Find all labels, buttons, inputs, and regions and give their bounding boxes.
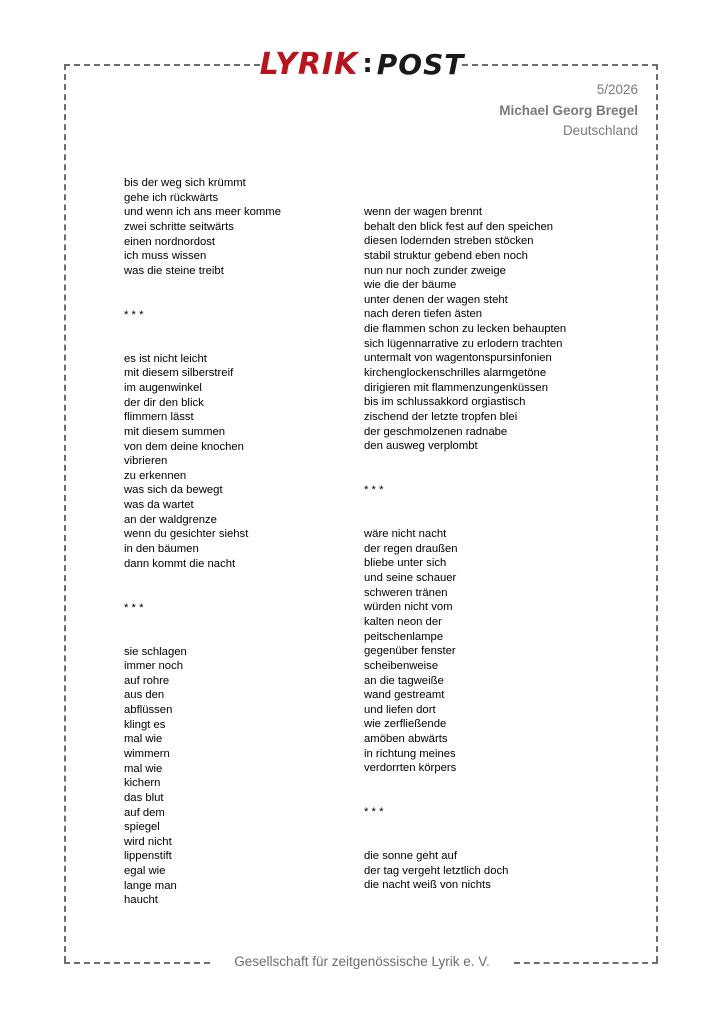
lyrikpost-logo: [259, 44, 465, 84]
poem-line: die flammen schon zu lecken behaupten: [364, 323, 567, 336]
issue-number: 5/2026: [596, 82, 638, 97]
poem-line: [124, 571, 350, 586]
poem-line: [124, 615, 350, 630]
poem-line: lange man: [124, 879, 177, 892]
poem-line: vibrieren: [124, 455, 168, 468]
section-divider: * * *: [364, 806, 384, 819]
poem-line: untermalt von wagentonspursinfonien: [364, 352, 552, 365]
poem-line: [364, 820, 634, 835]
frame-bottom-right: [514, 962, 658, 964]
poem-line: mit diesem silberstreif: [124, 367, 234, 380]
poem-line: bliebe unter sich: [364, 557, 447, 570]
poem-line: immer noch: [124, 660, 184, 673]
poem-line: zwei schritte seitwärts: [124, 220, 234, 233]
poem-line: was da wartet: [124, 499, 194, 512]
poem-line: bis im schlussakkord orgiastisch: [364, 396, 526, 409]
poem-line: der dir den blick: [124, 396, 204, 409]
poem-line: behalt den blick fest auf den speichen: [364, 220, 554, 233]
poem-line: einen nordnordost: [124, 235, 216, 248]
poem-line: kichern: [124, 777, 161, 790]
poem-line: ich muss wissen: [124, 250, 207, 263]
poem-line: das blut: [124, 791, 164, 804]
section-divider: * * *: [364, 484, 384, 497]
poem-line: der geschmolzenen radnabe: [364, 425, 508, 438]
poem-line: zu erkennen: [124, 469, 187, 482]
poem-line: es ist nicht leicht: [124, 352, 207, 365]
poem-line: bis der weg sich krümmt: [124, 177, 246, 189]
poem-line: abflüssen: [124, 704, 173, 717]
poem-line: nun nur noch zunder zweige: [364, 264, 506, 277]
poem-line: verdorrten körpers: [364, 762, 457, 775]
poem-line: in richtung meines: [364, 747, 456, 760]
poem-line: wimmern: [124, 747, 170, 760]
logo-separator: :: [362, 49, 373, 79]
poem-line: in den bäumen: [124, 543, 199, 556]
poem-line: [364, 454, 634, 469]
poem-line: wenn du gesichter siehst: [124, 528, 249, 541]
poem-line: was sich da bewegt: [124, 484, 223, 497]
poem-line: zischend der letzte tropfen blei: [364, 410, 518, 423]
poem-line: kirchenglockenschrilles alarmgetöne: [364, 367, 547, 380]
poem-line: dirigieren mit flammenzungenküssen: [364, 381, 548, 394]
poem-line: [364, 512, 634, 527]
frame-right: [656, 64, 658, 962]
poem-line: kalten neon der: [364, 615, 442, 628]
poem-line: nach deren tiefen ästen: [364, 308, 483, 321]
frame-top-right: [462, 64, 658, 66]
poem-line: der regen draußen: [364, 542, 458, 555]
footer-text: Gesellschaft für zeitgenössische Lyrik e. V.: [216, 952, 508, 972]
poem-line: die sonne geht auf: [364, 850, 457, 863]
header-meta: [499, 80, 638, 142]
poem-line: gehe ich rückwärts: [124, 191, 219, 204]
poem-line: und liefen dort: [364, 703, 436, 716]
poem-line: wie die der bäume: [364, 279, 457, 292]
poem-line: wie zerfließende: [364, 718, 447, 731]
poem-line: peitschenlampe: [364, 630, 444, 643]
poem-column-left: [124, 176, 350, 908]
poem-line: [364, 469, 634, 484]
poem-line: auf dem: [124, 806, 165, 819]
author-name: Michael Georg Bregel: [499, 102, 638, 118]
poem-line: von dem deine knochen: [124, 440, 244, 453]
poem-line: stabil struktur gebend eben noch: [364, 249, 528, 262]
poem-line: klingt es: [124, 718, 166, 731]
poem-line: sich lügennarrative zu erlodern trachten: [364, 337, 563, 350]
poem-line: die nacht weiß von nichts: [364, 879, 491, 892]
poem-line: [124, 337, 350, 352]
poem-line: wand gestreamt: [364, 689, 445, 702]
poem-line: was die steine treibt: [124, 264, 224, 277]
poem-line: würden nicht vom: [364, 601, 453, 614]
poem-line: auf rohre: [124, 674, 170, 687]
poem-line: scheibenweise: [364, 659, 439, 672]
poem-line: mal wie: [124, 762, 163, 775]
poem-line: der tag vergeht letztlich doch: [364, 864, 509, 877]
poem-line: den ausweg verplombt: [364, 440, 478, 453]
poem-line: [364, 791, 634, 806]
poem-line: [124, 322, 350, 337]
poem-line: aus den: [124, 689, 165, 702]
poem-line: amöben abwärts: [364, 733, 448, 746]
section-divider: * * *: [124, 308, 144, 321]
poem-line: mit diesem summen: [124, 425, 226, 438]
poem-line: lippenstift: [124, 850, 172, 863]
frame-bottom-left: [64, 962, 210, 964]
poem-line: und seine schauer: [364, 572, 457, 585]
poem-line: [364, 776, 634, 791]
poem-line: [124, 630, 350, 645]
poem-line: spiegel: [124, 821, 160, 834]
poem-line: sie schlagen: [124, 645, 187, 658]
poem-line: schweren tränen: [364, 586, 448, 599]
poem-line: [124, 278, 350, 293]
poem-line: und wenn ich ans meer komme: [124, 206, 281, 219]
poem-line: unter denen der wagen steht: [364, 293, 508, 306]
poem-line: an die tagweiße: [364, 674, 444, 687]
poem-line: dann kommt die nacht: [124, 557, 236, 570]
poem-line: wäre nicht nacht: [364, 528, 447, 541]
poem-line: an der waldgrenze: [124, 513, 217, 526]
poem-line: diesen lodernden streben stöcken: [364, 235, 534, 248]
logo-word-lyrik: LYRIK: [259, 46, 359, 82]
poem-column-right: [364, 205, 634, 893]
poem-line: flimmern lässt: [124, 411, 194, 424]
logo-word-post: POST: [376, 47, 465, 81]
frame-top-left: [64, 64, 260, 66]
section-divider: * * *: [124, 601, 144, 614]
poem-line: [364, 498, 634, 513]
poem-line: [124, 586, 350, 601]
poem-line: wenn der wagen brennt: [364, 206, 483, 218]
poem-line: mal wie: [124, 733, 163, 746]
poem-line: [124, 293, 350, 308]
frame-left: [64, 64, 66, 962]
poem-line: [364, 835, 634, 850]
poem-line: egal wie: [124, 865, 166, 878]
poem-line: im augenwinkel: [124, 381, 202, 394]
poem-line: haucht: [124, 894, 158, 907]
poem-line: wird nicht: [124, 835, 172, 848]
author-country: Deutschland: [562, 123, 638, 138]
poem-line: gegenüber fenster: [364, 645, 456, 658]
